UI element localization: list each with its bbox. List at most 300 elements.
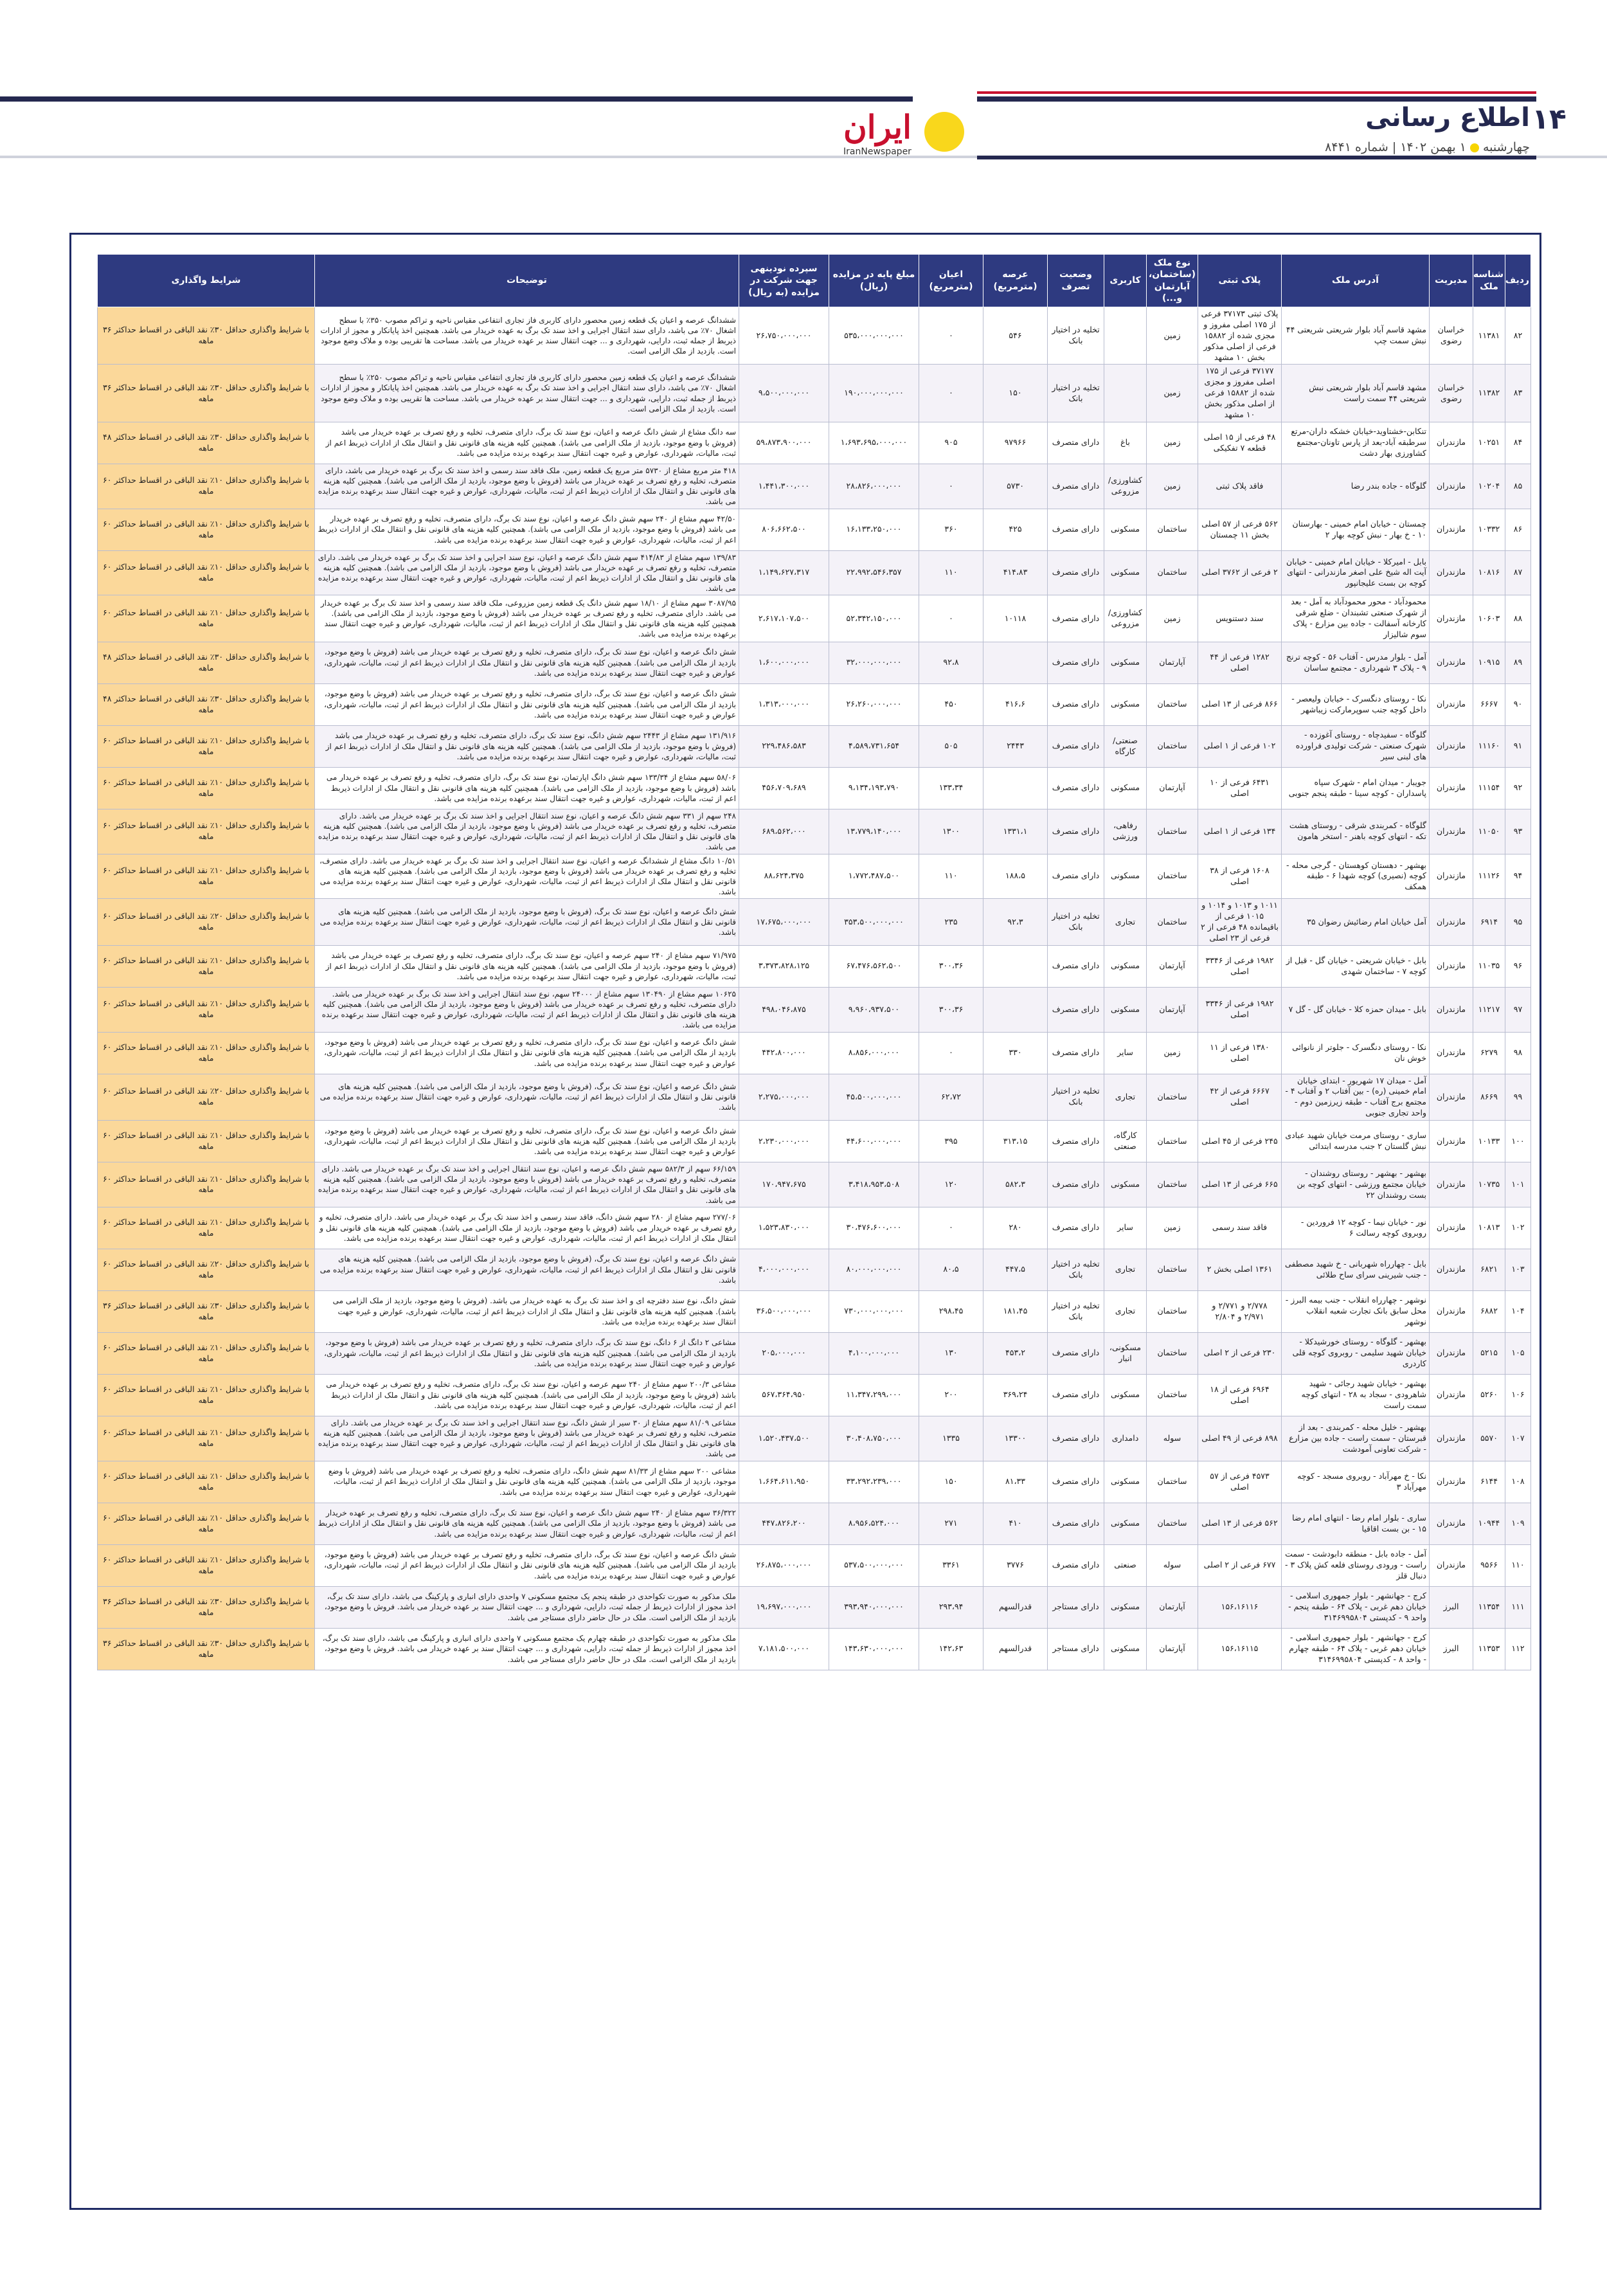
cell-management: مازندران (1430, 1032, 1473, 1074)
cell-management: مازندران (1430, 464, 1473, 509)
cell-transfer-conditions: با شرایط واگذاری حداقل ۱۰٪ نقد الباقی در اقساط حداکثر ۶۰ ماهه (98, 945, 315, 987)
cell-registration-plate: ۱۲۸۲ فرعی از ۴۴ اصلی (1198, 642, 1282, 683)
cell-property-id: ۱۰۲۰۴ (1473, 464, 1505, 509)
cell-usage: تجاری (1104, 899, 1147, 946)
table-row (98, 854, 1531, 899)
cell-management: مازندران (1430, 1207, 1473, 1249)
table-row (98, 1416, 1531, 1461)
cell-transfer-conditions: با شرایط واگذاری حداقل ۱۰٪ نقد الباقی در اقساط حداکثر ۶۰ ماهه (98, 809, 315, 854)
cell-land-area: ۱۵۰ (983, 365, 1048, 422)
cell-description: شش دانگ عرصه و اعیان، نوع سند تک برگ، (فروش با وضع موجود، بازدید از ملک الزامی می باشد). همچنین کلیه هزینه های قانونی نقل و انتقال ملک از ادارات ذیربط اعم از ثبت، مالیات، شهرداری، عوارض و غیره جهت انتقال سند برعهده برنده مزایده می باشد. (315, 899, 739, 946)
cell-description: ۱۰۶۲۵ سهم مشاع از ۱۳۰۴۹۰ سهم مشاع از ۲۴۰۰۰ سهم، نوع سند انتقال اجرایی و اخذ سند تک برگ بر عهده خریدار می باشد. دارای متصرف، تخلیه و رفع تصرف بر عهده خریدار می باشد (فروش با وضع موجود، بازدید از ملک الزامی می باشد). همچنین کلیه هزینه های قانونی نقل و انتقال ملک از ادارات ذیربط اعم از ثبت، مالیات، شهرداری، عوارض و غیره جهت انتقال سند برعهده برنده مزایده می باشد. (315, 987, 739, 1032)
cell-registration-plate: ۱۰۱۱ و ۱۰۱۳ و ۱۰۱۴ و ۱۰۱۵ فرعی از باقیمانده ۴۸ فرعی از ۲ فرعی از ۲۳ اصلی (1198, 899, 1282, 946)
cell-description: ۷۱/۹۷۵ سهم مشاع از ۲۴۰ سهم عرصه و اعیان، نوع سند تک برگ، دارای متصرف، تخلیه و رفع تصرف بر عهده خریدار می باشد (فروش با وضع موجود، بازدید از ملک الزامی می باشد). همچنین کلیه هزینه های قانونی نقل و انتقال ملک از ادارات ذیربط اعم از ثبت، مالیات، شهرداری، عوارض و غیره جهت انتقال سند برعهده برنده مزایده می باشد. (315, 945, 739, 987)
cell-land-area: ۸۱،۳۳ (983, 1461, 1048, 1503)
cell-deposit: ۸۰۶،۶۶۲،۵۰۰ (739, 509, 829, 550)
cell-transfer-conditions: با شرایط واگذاری حداقل ۲۰٪ نقد الباقی در اقساط حداکثر ۶۰ ماهه (98, 1249, 315, 1290)
cell-registration-plate: ۸۹۸ فرعی از ۴۹ اصلی (1198, 1416, 1282, 1461)
cell-occupancy-status: دارای متصرف (1048, 987, 1104, 1032)
cell-row-number: ۸۴ (1505, 422, 1531, 464)
cell-registration-plate: ۵۶۲ فرعی از ۱۳ اصلی (1198, 1503, 1282, 1544)
column-header-registration-plate: پلاک ثبتی (1198, 255, 1282, 307)
cell-land-area: قدرالسهم (983, 1628, 1048, 1670)
cell-registration-plate: ۶۴۳۱ فرعی از ۱۰ اصلی (1198, 767, 1282, 809)
cell-row-number: ۱۱۱ (1505, 1586, 1531, 1628)
table-row (98, 1074, 1531, 1121)
cell-base-price: ۷۳۰،۰۰۰،۰۰۰،۰۰۰ (829, 1290, 919, 1332)
cell-usage: مسکونی (1104, 1374, 1147, 1416)
cell-property-id: ۱۱۱۶۰ (1473, 725, 1505, 767)
cell-management: مازندران (1430, 1074, 1473, 1121)
cell-land-area: ۴۱۴،۸۳ (983, 550, 1048, 595)
cell-row-number: ۸۲ (1505, 307, 1531, 365)
cell-management: مازندران (1430, 1374, 1473, 1416)
cell-occupancy-status: دارای متصرف (1048, 1121, 1104, 1162)
cell-base-price: ۵۲،۳۴۲،۱۵۰،۰۰۰ (829, 595, 919, 642)
cell-land-area: ۱۰۱۱۸ (983, 595, 1048, 642)
cell-transfer-conditions: با شرایط واگذاری حداقل ۱۰٪ نقد الباقی در اقساط حداکثر ۶۰ ماهه (98, 1416, 315, 1461)
cell-property-id: ۱۱۲۱۷ (1473, 987, 1505, 1032)
issue-dateline (1196, 140, 1530, 154)
table-row (98, 809, 1531, 854)
cell-usage: کارگاه، صنعتی (1104, 1121, 1147, 1162)
cell-building-area: ۹۲،۸ (919, 642, 983, 683)
cell-usage: مسکونی (1104, 642, 1147, 683)
cell-usage: مسکونی (1104, 509, 1147, 550)
cell-land-area (983, 642, 1048, 683)
cell-usage: صنعتی (1104, 1544, 1147, 1586)
cell-base-price: ۱۹۰،۰۰۰،۰۰۰،۰۰۰ (829, 365, 919, 422)
cell-base-price: ۱۴۳،۶۳۰،۰۰۰،۰۰۰ (829, 1628, 919, 1670)
cell-property-type: زمین (1147, 1032, 1198, 1074)
cell-occupancy-status: دارای متصرف (1048, 509, 1104, 550)
cell-row-number: ۱۰۷ (1505, 1416, 1531, 1461)
cell-property-type: ساختمان (1147, 509, 1198, 550)
cell-land-area: ۱۳۳۰۰ (983, 1416, 1048, 1461)
cell-address: آمل خیابان امام رضائیش رضوان ۳۵ (1282, 899, 1430, 946)
cell-building-area: ۱۲۰ (919, 1162, 983, 1207)
page-header (0, 0, 1607, 167)
cell-property-id: ۵۲۱۵ (1473, 1332, 1505, 1374)
cell-property-type: ساختمان (1147, 725, 1198, 767)
cell-management: مازندران (1430, 945, 1473, 987)
column-header-property-type: نوع ملک (ساختمان، آپارتمان و...) (1147, 255, 1198, 307)
cell-base-price: ۹،۹۶۰،۹۳۷،۵۰۰ (829, 987, 919, 1032)
column-header-row-number: ردیف (1505, 255, 1531, 307)
cell-building-area: ۰ (919, 365, 983, 422)
cell-deposit: ۴۴۲،۸۰۰،۰۰۰ (739, 1032, 829, 1074)
cell-address: ساری - روستای مرمت خیابان شهید عبادی نبش گلستان ۲ جنب مدرسه ابتدائی (1282, 1121, 1430, 1162)
cell-building-area: ۰ (919, 1032, 983, 1074)
cell-row-number: ۱۱۲ (1505, 1628, 1531, 1670)
cell-description: شش دانگ عرصه و اعیان، نوع سند تک برگ، دارای متصرف، تخلیه و رفع تصرف بر عهده خریدار می باشد (فروش با وضع موجود، بازدید از ملک الزامی می باشد). همچنین کلیه هزینه های قانونی نقل و انتقال ملک از ادارات ذیربط اعم از ثبت، مالیات، شهرداری، عوارض و غیره جهت انتقال سند برعهده برنده مزایده می باشد. (315, 642, 739, 683)
cell-deposit: ۱،۱۴۹،۶۲۷،۳۱۷ (739, 550, 829, 595)
cell-deposit: ۲۶،۸۷۵،۰۰۰،۰۰۰ (739, 1544, 829, 1586)
table-row (98, 899, 1531, 946)
cell-registration-plate: ۱۳۶۱ اصلی بخش ۲ (1198, 1249, 1282, 1290)
cell-registration-plate: ۱۹۸۲ فرعی از ۳۳۴۶ اصلی (1198, 945, 1282, 987)
cell-description: ۵۸/۰۶ سهم مشاع از ۱۳۳/۳۴ سهم شش دانگ اپارتمان، نوع سند تک برگ، دارای متصرف، تخلیه و رفع تصرف بر عهده خریدار می باشد (فروش با وضع موجود، بازدید از ملک الزامی می باشد). همچنین کلیه هزینه های قانونی نقل و انتقال ملک از ادارات ذیربط اعم از ثبت، مالیات، شهرداری، عوارض و غیره جهت انتقال سند برعهده برنده مزایده می باشد. (315, 767, 739, 809)
cell-row-number: ۱۰۴ (1505, 1290, 1531, 1332)
cell-registration-plate: ۶۹۶۴ فرعی از ۱۸ اصلی (1198, 1374, 1282, 1416)
cell-property-type: ساختمان (1147, 1332, 1198, 1374)
cell-usage: مسکونی (1104, 987, 1147, 1032)
table-row (98, 422, 1531, 464)
cell-building-area: ۴۵۰ (919, 683, 983, 725)
cell-property-type: آپارتمان (1147, 642, 1198, 683)
cell-row-number: ۱۱۰ (1505, 1544, 1531, 1586)
cell-transfer-conditions: با شرایط واگذاری حداقل ۲۰٪ نقد الباقی در اقساط حداکثر ۶۰ ماهه (98, 1074, 315, 1121)
cell-address: بهشهر - گلوگاه - روستای خورشیدکلا - خیابان شهید سلیمی - روبروی کوچه قلی کاردری (1282, 1332, 1430, 1374)
cell-management: مازندران (1430, 1121, 1473, 1162)
cell-base-price: ۳۲،۰۰۰،۰۰۰،۰۰۰ (829, 642, 919, 683)
cell-transfer-conditions: با شرایط واگذاری حداقل ۳۰٪ نقد الباقی در اقساط حداکثر ۳۶ ماهه (98, 1586, 315, 1628)
cell-transfer-conditions: با شرایط واگذاری حداقل ۱۰٪ نقد الباقی در اقساط حداکثر ۶۰ ماهه (98, 1032, 315, 1074)
cell-property-type: ساختمان (1147, 809, 1198, 854)
cell-transfer-conditions: با شرایط واگذاری حداقل ۱۰٪ نقد الباقی در اقساط حداکثر ۶۰ ماهه (98, 1544, 315, 1586)
cell-row-number: ۹۴ (1505, 854, 1531, 899)
cell-description: ۱۰/۵۱ دانگ مشاع از ششدانگ عرصه و اعیان، نوع سند انتقال اجرایی و اخذ سند تک برگ بر عهده خریدار می باشد. دارای متصرف، تخلیه و رفع تصرف بر عهده خریدار می باشد (فروش با وضع موجود، بازدید از ملک الزامی می باشد). همچنین کلیه هزینه های قانونی نقل و انتقال ملک از ادارات ذیربط اعم از ثبت، مالیات، شهرداری، عوارض و غیره جهت انتقال سند برعهده برنده مزایده می باشد. (315, 854, 739, 899)
cell-base-price: ۳۳،۲۹۲،۲۳۹،۰۰۰ (829, 1461, 919, 1503)
cell-land-area: ۱۸۸،۵ (983, 854, 1048, 899)
cell-property-type: ساختمان (1147, 1503, 1198, 1544)
cell-management: مازندران (1430, 987, 1473, 1032)
cell-land-area: ۲۴۴۳ (983, 725, 1048, 767)
cell-occupancy-status: دارای متصرف (1048, 1032, 1104, 1074)
table-row (98, 1162, 1531, 1207)
cell-transfer-conditions: با شرایط واگذاری حداقل ۱۰٪ نقد الباقی در اقساط حداکثر ۶۰ ماهه (98, 854, 315, 899)
cell-base-price: ۹،۱۳۴،۱۹۳،۷۹۰ (829, 767, 919, 809)
cell-row-number: ۱۰۱ (1505, 1162, 1531, 1207)
cell-property-id: ۱۰۷۳۵ (1473, 1162, 1505, 1207)
column-header-occupancy-status: وضعیت تصرف (1048, 255, 1104, 307)
cell-description: ملک مذکور به صورت تکواحدی در طبقه پنجم یک مجتمع مسکونی ۷ واحدی دارای انباری و پارکینگ می باشد، دارای سند تک برگ، اخذ مجوز از ادارات ذیربط از جمله ثبت، دارایی، شهرداری و ... جهت انتقال سند بر عهده خریدار می باشد. فروش با وضع موجود، بازدید از ملک الزامی است. ملک در حال حاضر دارای مستاجر می باشد. (315, 1586, 739, 1628)
cell-occupancy-status: دارای متصرف (1048, 422, 1104, 464)
cell-deposit: ۵۶۷،۳۶۴،۹۵۰ (739, 1374, 829, 1416)
cell-property-type: ساختمان (1147, 854, 1198, 899)
cell-description: ۱۳۹/۸۳ سهم مشاع از ۴۱۴/۸۳ سهم شش دانگ عرصه و اعیان، نوع سند اجرایی و اخذ سند تک برگ بر عهده خریدار می باشد. دارای متصرف، تخلیه و رفع تصرف بر عهده خریدار می باشد (فروش با وضع موجود، بازدید از ملک الزامی می باشد). همچنین کلیه هزینه های قانونی نقل و انتقال ملک از ادارات ذیربط اعم از ثبت، مالیات، شهرداری، عوارض و غیره جهت انتقال سند برعهده برنده مزایده می باشد. (315, 550, 739, 595)
cell-row-number: ۱۰۰ (1505, 1121, 1531, 1162)
cell-description: ملک مذکور به صورت تکواحدی در طبقه چهارم یک مجتمع مسکونی ۷ واحدی دارای انباری و پارکینگ می باشد، دارای سند تک برگ، اخذ مجوز از ادارات ذیربط از جمله ثبت، دارایی، شهرداری و ... جهت انتقال سند بر عهده خریدار می باشد. فروش با وضع موجود، بازدید از ملک الزامی است. ملک در حال حاضر دارای مستاجر می باشد. (315, 1628, 739, 1670)
cell-building-area: ۱۳۳،۳۴ (919, 767, 983, 809)
cell-property-id: ۱۰۱۳۳ (1473, 1121, 1505, 1162)
cell-address: چمستان - خیابان امام خمینی - بهارستان ۱۰ - خ بهار - نبش کوچه بهار ۲ (1282, 509, 1430, 550)
cell-base-price: ۵۳۷،۵۰۰،۰۰۰،۰۰۰ (829, 1544, 919, 1586)
auction-table-frame (69, 233, 1541, 2210)
cell-base-price: ۵۳۵،۰۰۰،۰۰۰،۰۰۰ (829, 307, 919, 365)
cell-occupancy-status: دارای متصرف (1048, 550, 1104, 595)
cell-management: مازندران (1430, 1162, 1473, 1207)
cell-usage: مسکونی (1104, 854, 1147, 899)
cell-address: بهشهر - خلیل محله - کمربندی - بعد از قبرستان - سمت راست - جاده بین مزارع - شرکت تعاونی آمودشت (1282, 1416, 1430, 1461)
cell-management: مازندران (1430, 1249, 1473, 1290)
table-row (98, 307, 1531, 365)
cell-management: البرز (1430, 1628, 1473, 1670)
cell-transfer-conditions: با شرایط واگذاری حداقل ۱۰٪ نقد الباقی در اقساط حداکثر ۶۰ ماهه (98, 509, 315, 550)
cell-description: شش دانگ عرصه و اعیان، نوع سند تک برگ، (فروش با وضع موجود، بازدید از ملک الزامی می باشد). همچنین کلیه هزینه های قانونی نقل و انتقال ملک از ادارات ذیربط اعم از ثبت، مالیات، شهرداری، عوارض و غیره جهت انتقال سند برعهده برنده مزایده می باشد. (315, 1249, 739, 1290)
cell-address: نوشهر - چهارراه انقلاب - جنب بیمه البرز - محل سابق بانک تجارت شعبه انقلاب نوشهر (1282, 1290, 1430, 1332)
cell-transfer-conditions: با شرایط واگذاری حداقل ۱۰٪ نقد الباقی در اقساط حداکثر ۶۰ ماهه (98, 987, 315, 1032)
cell-address: بابل - خیابان شریعتی - خیابان گل - قبل از کوچه ۷ - ساختمان شهدی (1282, 945, 1430, 987)
header-bottom-rule-accent (977, 156, 1536, 159)
cell-base-price: ۱،۶۹۳،۶۹۵،۰۰۰،۰۰۰ (829, 422, 919, 464)
cell-usage: تجاری (1104, 1074, 1147, 1121)
cell-property-id: ۱۱۳۵۴ (1473, 1586, 1505, 1628)
cell-property-type: ساختمان (1147, 550, 1198, 595)
cell-land-area: ۵۴۶ (983, 307, 1048, 365)
column-header-property-id: شناسه ملک (1473, 255, 1505, 307)
cell-property-type: ساختمان (1147, 1249, 1198, 1290)
cell-land-area: قدرالسهم (983, 1586, 1048, 1628)
cell-transfer-conditions: با شرایط واگذاری حداقل ۳۰٪ نقد الباقی در اقساط حداکثر ۳۶ ماهه (98, 1290, 315, 1332)
cell-row-number: ۹۳ (1505, 809, 1531, 854)
cell-description: ۲۷۷/۰۶ سهم مشاع از ۲۸۰ سهم شش دانگ، فاقد سند رسمی و اخذ سند تک برگ بر عهده خریدار می باشد. دارای متصرف، تخلیه و رفع تصرف بر عهده خریدار می باشد (فروش با وضع موجود، بازدید از ملک الزامی می باشد). همچنین کلیه هزینه های قانونی نقل و انتقال ملک از ادارات ذیربط اعم از ثبت، مالیات، شهرداری، عوارض و غیره جهت انتقال سند برعهده برنده مزایده می باشد. (315, 1207, 739, 1249)
cell-management: مازندران (1430, 683, 1473, 725)
cell-deposit: ۲۶،۷۵۰،۰۰۰،۰۰۰ (739, 307, 829, 365)
cell-occupancy-status: دارای متصرف (1048, 767, 1104, 809)
cell-deposit: ۱۹،۶۹۷،۰۰۰،۰۰۰ (739, 1586, 829, 1628)
cell-registration-plate: فاقد پلاک ثبتی (1198, 464, 1282, 509)
table-row (98, 1290, 1531, 1332)
cell-row-number: ۹۵ (1505, 899, 1531, 946)
cell-deposit: ۳،۳۷۳،۸۲۸،۱۲۵ (739, 945, 829, 987)
cell-address: گلوگاه - سفیدچاه - روستای آغوزده - شهرک صنعتی - شرکت تولیدی فراورده های لبنی سیر (1282, 725, 1430, 767)
cell-address: ساری - بلوار امام رضا - انتهای امام رضا ۱۵ - بن بست اقاقیا (1282, 1503, 1430, 1544)
cell-land-area: ۵۷۳۰ (983, 464, 1048, 509)
cell-row-number: ۱۰۸ (1505, 1461, 1531, 1503)
table-row (98, 365, 1531, 422)
cell-property-id: ۶۸۲۱ (1473, 1249, 1505, 1290)
cell-usage: مسکونی (1104, 945, 1147, 987)
cell-land-area: ۳۶۹،۲۴ (983, 1374, 1048, 1416)
cell-description: شش دانگ عرصه و اعیان، نوع سند تک برگ، دارای متصرف، تخلیه و رفع تصرف بر عهده خریدار می باشد (فروش با وضع موجود، بازدید از ملک الزامی می باشد). همچنین کلیه هزینه های قانونی نقل و انتقال ملک از ادارات ذیربط اعم از ثبت، مالیات، شهرداری، عوارض و غیره جهت انتقال سند برعهده برنده مزایده می باشد. (315, 1121, 739, 1162)
cell-property-type: ساختمان (1147, 1290, 1198, 1332)
cell-address: نکا - خ مهرآباد - روبروی مسجد - کوچه مهرآباد ۳ (1282, 1461, 1430, 1503)
cell-address: مشهد قاسم آباد بلوار شریعتی شریعتی ۴۴ نبش سمت چپ (1282, 307, 1430, 365)
cell-property-id: ۵۲۶۰ (1473, 1374, 1505, 1416)
cell-row-number: ۱۰۹ (1505, 1503, 1531, 1544)
table-row (98, 550, 1531, 595)
cell-property-id: ۱۰۹۴۴ (1473, 1503, 1505, 1544)
cell-property-id: ۱۱۳۵۳ (1473, 1628, 1505, 1670)
cell-occupancy-status: دارای متصرف (1048, 1461, 1104, 1503)
cell-deposit: ۶۸۹،۵۶۲،۰۰۰ (739, 809, 829, 854)
cell-property-id: ۱۰۹۱۵ (1473, 642, 1505, 683)
cell-registration-plate: ۳۷۱۷۷ فرعی از ۱۷۵ اصلی مفروز و مجزی شده از ۱۵۸۸۲ فرعی از اصلی مذکور بخش ۱۰ مشهد (1198, 365, 1282, 422)
cell-address: نکا - روستای دنگسرک - خیابان ولیعصر - داخل کوچه جنب سوپرمارکت زیباشهر (1282, 683, 1430, 725)
section-title: اطلاع رسانی (1365, 103, 1530, 132)
cell-occupancy-status: دارای متصرف (1048, 642, 1104, 683)
property-auction-table (97, 254, 1531, 1670)
cell-row-number: ۹۹ (1505, 1074, 1531, 1121)
table-row (98, 725, 1531, 767)
cell-land-area (983, 767, 1048, 809)
cell-row-number: ۱۰۵ (1505, 1332, 1531, 1374)
cell-usage: مسکونی (1104, 1162, 1147, 1207)
header-top-rule-right (977, 96, 1536, 102)
cell-management: مازندران (1430, 1461, 1473, 1503)
cell-registration-plate: ۱۹۸۲ فرعی از ۳۳۴۶ اصلی (1198, 987, 1282, 1032)
cell-property-type: زمین (1147, 595, 1198, 642)
cell-property-type: زمین (1147, 307, 1198, 365)
page-number: ۱۴ (1532, 103, 1567, 136)
cell-management: مازندران (1430, 595, 1473, 642)
cell-building-area: ۳۶۰ (919, 509, 983, 550)
cell-transfer-conditions: با شرایط واگذاری حداقل ۳۰٪ نقد الباقی در اقساط حداکثر ۳۶ ماهه (98, 365, 315, 422)
cell-building-area: ۱۱۰ (919, 550, 983, 595)
cell-occupancy-status: دارای متصرف (1048, 854, 1104, 899)
table-row (98, 987, 1531, 1032)
cell-transfer-conditions: با شرایط واگذاری حداقل ۱۰٪ نقد الباقی در اقساط حداکثر ۶۰ ماهه (98, 1121, 315, 1162)
table-row (98, 767, 1531, 809)
table-body (98, 307, 1531, 1670)
cell-deposit: ۴۴۷،۸۲۶،۲۰۰ (739, 1503, 829, 1544)
cell-building-area: ۱۳۰ (919, 1332, 983, 1374)
cell-deposit: ۴۵۶،۷۰۹،۶۸۹ (739, 767, 829, 809)
cell-usage: مسکونی (1104, 1503, 1147, 1544)
cell-address: بابل - چهارراه شهربانی - خ شهید مصطفی - جنب شیرینی سرای ساح طلائی (1282, 1249, 1430, 1290)
cell-row-number: ۹۰ (1505, 683, 1531, 725)
cell-registration-plate: ۶۷۷ فرعی از ۲ اصلی (1198, 1544, 1282, 1586)
cell-deposit: ۱،۳۱۳،۰۰۰،۰۰۰ (739, 683, 829, 725)
cell-property-id: ۱۰۳۳۲ (1473, 509, 1505, 550)
cell-usage: سایر (1104, 1032, 1147, 1074)
cell-occupancy-status: تخلیه در اختیار بانک (1048, 1249, 1104, 1290)
cell-building-area: ۲۹۳،۹۴ (919, 1586, 983, 1628)
cell-land-area: ۳۱۳،۱۵ (983, 1121, 1048, 1162)
cell-address: آمل - میدان ۱۷ شهریور - ابتدای خیابان امام خمینی (ره) - بین آفتاب ۲ و آفتاب ۴ - مجتمع برج آفتاب - طبقه زیرزمین دوم - واحد تجاری جنوبی (1282, 1074, 1430, 1121)
cell-land-area: ۵۸۲،۳ (983, 1162, 1048, 1207)
cell-management: مازندران (1430, 509, 1473, 550)
column-header-land-area: عرصه (مترمربع) (983, 255, 1048, 307)
cell-deposit: ۵۹،۸۷۳،۹۰۰،۰۰۰ (739, 422, 829, 464)
cell-land-area (983, 1074, 1048, 1121)
cell-property-id: ۱۱۰۵۰ (1473, 809, 1505, 854)
cell-building-area: ۲۷۱ (919, 1503, 983, 1544)
logo-wordmark: ایران (843, 108, 911, 146)
cell-property-type: ساختمان (1147, 1461, 1198, 1503)
table-row (98, 1332, 1531, 1374)
cell-registration-plate: ۱۳۴ فرعی از ۱ اصلی (1198, 809, 1282, 854)
cell-property-type: زمین (1147, 1207, 1198, 1249)
cell-address: محمودآباد - محور محمودآباد به آمل - بعد از شهرک صنعتی تشبندان - ضلع شرقی کارخانه آسفالت - جاده بین مزارع - پلاک سوم شالیزار (1282, 595, 1430, 642)
cell-property-type: سوله (1147, 1416, 1198, 1461)
cell-row-number: ۸۶ (1505, 509, 1531, 550)
cell-land-area (983, 987, 1048, 1032)
cell-management: مازندران (1430, 725, 1473, 767)
cell-occupancy-status: دارای متصرف (1048, 595, 1104, 642)
cell-address: نکا - روستای دنگسرک - جلوتر از نانوائی خوش نان (1282, 1032, 1430, 1074)
cell-building-area: ۰ (919, 307, 983, 365)
cell-land-area: ۴۵۳،۲ (983, 1332, 1048, 1374)
cell-building-area: ۱۳۰۰ (919, 809, 983, 854)
cell-base-price: ۸،۸۵۶،۰۰۰،۰۰۰ (829, 1032, 919, 1074)
cell-land-area: ۱۸۱،۴۵ (983, 1290, 1048, 1332)
cell-description: ۳۰۸۷/۹۵ سهم مشاع از ۱۸/۱۰ سهم شش دانگ یک قطعه زمین مزروعی، ملک فاقد سند رسمی و اخذ سند تک برگ بر عهده خریدار می باشد. دارای متصرف، تخلیه و رفع تصرف بر عهده خریدار می باشد (فروش با وضع موجود، بازدید از ملک الزامی می باشد). همچنین کلیه هزینه های قانونی نقل و انتقال ملک از ادارات ذیربط اعم از ثبت، مالیات، شهرداری، عوارض و غیره جهت انتقال سند برعهده برنده مزایده می باشد. (315, 595, 739, 642)
cell-address: بهشهر - خیابان شهید رجائی - شهید شاهرودی - سجاد به ۲۸ - انتهای کوچه سمت راست (1282, 1374, 1430, 1416)
cell-description: مشاعی ۲ دانگ از ۶ دانگ، نوع سند تک برگ، دارای متصرف، تخلیه و رفع تصرف بر عهده خریدار می باشد (فروش با وضع موجود، بازدید از ملک الزامی می باشد). همچنین کلیه هزینه های قانونی نقل و انتقال ملک از ادارات ذیربط اعم از ثبت، مالیات، شهرداری، عوارض و غیره جهت انتقال سند برعهده برنده مزایده می باشد. (315, 1332, 739, 1374)
cell-address: مشهد قاسم آباد بلوار شریعتی نبش شریعتی ۴۴ سمت راست (1282, 365, 1430, 422)
table-row (98, 642, 1531, 683)
cell-land-area: ۹۲،۳ (983, 899, 1048, 946)
cell-description: شش دانگ عرصه و اعیان، نوع سند تک برگ، دارای متصرف، تخلیه و رفع تصرف بر عهده خریدار می باشد (فروش با وضع موجود، بازدید از ملک الزامی می باشد). همچنین کلیه هزینه های قانونی نقل و انتقال ملک از ادارات ذیربط اعم از ثبت، مالیات، شهرداری، عوارض و غیره جهت انتقال سند برعهده برنده مزایده می باشد. (315, 1544, 739, 1586)
cell-transfer-conditions: با شرایط واگذاری حداقل ۱۰٪ نقد الباقی در اقساط حداکثر ۶۰ ماهه (98, 1207, 315, 1249)
cell-deposit: ۲،۶۱۷،۱۰۷،۵۰۰ (739, 595, 829, 642)
cell-row-number: ۱۰۲ (1505, 1207, 1531, 1249)
cell-row-number: ۸۵ (1505, 464, 1531, 509)
cell-address: آمل - بلوار مدرس - آفتاب ۵۶ - کوچه ترنج ۹ - پلاک ۳ شهرداری - مجتمع ساسان (1282, 642, 1430, 683)
cell-registration-plate: ۲۳۰ فرعی از ۲ اصلی (1198, 1332, 1282, 1374)
cell-description: شش دانگ، نوع سند دفترچه ای و اخذ سند تک برگ به عهده خریدار می باشد. (فروش با وضع موجود، بازدید از ملک الزامی می باشد). همچنین کلیه هزینه های قانونی نقل و انتقال ملک از ادارات ذیربط اعم از ثبت، مالیات، شهرداری، عوارض و غیره جهت انتقال سند برعهده برنده مزایده می باشد. (315, 1290, 739, 1332)
cell-address: گلوگاه - کمربندی شرقی - روستای هشت تکه - انتهای کوچه باهنر - استخر هامون (1282, 809, 1430, 854)
cell-deposit: ۱،۵۲۳،۸۳۰،۰۰۰ (739, 1207, 829, 1249)
cell-management: مازندران (1430, 1332, 1473, 1374)
header-red-rule (977, 91, 1536, 94)
column-header-usage: کاربری (1104, 255, 1147, 307)
cell-occupancy-status: تخلیه در اختیار بانک (1048, 899, 1104, 946)
cell-base-price: ۳۰،۴۰۸،۷۵۰،۰۰۰ (829, 1416, 919, 1461)
cell-registration-plate: ۸۶۶ فرعی از ۱۳ اصلی (1198, 683, 1282, 725)
cell-property-type: زمین (1147, 365, 1198, 422)
cell-deposit: ۷،۱۸۱،۵۰۰،۰۰۰ (739, 1628, 829, 1670)
cell-occupancy-status: تخلیه در اختیار بانک (1048, 307, 1104, 365)
cell-occupancy-status: دارای متصرف (1048, 725, 1104, 767)
cell-deposit: ۳۶،۵۰۰،۰۰۰،۰۰۰ (739, 1290, 829, 1332)
cell-building-area: ۱۵۰ (919, 1461, 983, 1503)
cell-address: بهشهر - دهستان کوهستان - گرجی محله - کوچه (نصیری) کوچه شهدا ۶ - طبقه همکف (1282, 854, 1430, 899)
cell-land-area: ۴۲۵ (983, 509, 1048, 550)
cell-description: ۲۴۸ سهم از ۳۳۱ سهم شش دانگ عرصه و اعیان، نوع سند انتقال اجرایی و اخذ سند تک برگ بر عهده خریدار می باشد. دارای متصرف، تخلیه و رفع تصرف بر عهده خریدار می باشد (فروش با وضع موجود، بازدید از ملک الزامی می باشد). همچنین کلیه هزینه های قانونی نقل و انتقال ملک از ادارات ذیربط اعم از ثبت، مالیات، شهرداری، عوارض و غیره جهت انتقال سند برعهده برنده مزایده می باشد. (315, 809, 739, 854)
table-row (98, 464, 1531, 509)
cell-property-type: زمین (1147, 422, 1198, 464)
cell-deposit: ۲،۲۳۰،۰۰۰،۰۰۰ (739, 1121, 829, 1162)
cell-deposit: ۲،۲۷۵،۰۰۰،۰۰۰ (739, 1074, 829, 1121)
cell-base-price: ۸،۹۵۶،۵۲۴،۰۰۰ (829, 1503, 919, 1544)
cell-occupancy-status: دارای متصرف (1048, 1207, 1104, 1249)
cell-property-type: ساختمان (1147, 1374, 1198, 1416)
cell-deposit: ۲۲۹،۴۸۶،۵۸۳ (739, 725, 829, 767)
cell-address: آمل - جاده بابل - منطقه دابودشت - سمت راست - ورودی روستای فلعه کش پلاک ۳ - دنبال قلز (1282, 1544, 1430, 1586)
cell-description: ۶۶/۱۵۹ سهم از ۵۸۲/۳ سهم شش دانگ عرصه و اعیان، نوع سند انتقال اجرایی و اخذ سند تک برگ بر عهده خریدار می باشد. دارای متصرف، تخلیه و رفع تصرف بر عهده خریدار می باشد (فروش با وضع موجود، بازدید از ملک الزامی می باشد). همچنین کلیه هزینه های قانونی نقل و انتقال ملک از ادارات ذیربط اعم از ثبت، مالیات، شهرداری، عوارض و غیره جهت انتقال سند برعهده برنده مزایده می باشد. (315, 1162, 739, 1207)
cell-registration-plate: ۱۵۶،۱۶۱۱۶ (1198, 1586, 1282, 1628)
cell-address: جویبار - میدان امام - شهرک سپاه پاسداران - کوچه سینا - طبقه پنجم جنوبی (1282, 767, 1430, 809)
newspaper-logo (829, 108, 971, 159)
cell-property-id: ۶۹۱۴ (1473, 899, 1505, 946)
cell-base-price: ۳،۴۱۸،۹۵۳،۵۰۸ (829, 1162, 919, 1207)
table-row (98, 1544, 1531, 1586)
cell-property-id: ۶۶۶۷ (1473, 683, 1505, 725)
cell-deposit: ۹،۵۰۰،۰۰۰،۰۰۰ (739, 365, 829, 422)
cell-property-id: ۶۲۷۹ (1473, 1032, 1505, 1074)
cell-usage: رفاهی، ورزشی (1104, 809, 1147, 854)
cell-row-number: ۱۰۶ (1505, 1374, 1531, 1416)
cell-occupancy-status: دارای متصرف (1048, 809, 1104, 854)
cell-building-area: ۳۹۵ (919, 1121, 983, 1162)
cell-property-type: ساختمان (1147, 1121, 1198, 1162)
cell-base-price: ۶۷،۴۷۶،۵۶۲،۵۰۰ (829, 945, 919, 987)
cell-base-price: ۱۳،۷۷۹،۱۴۰،۰۰۰ (829, 809, 919, 854)
table-row (98, 509, 1531, 550)
cell-occupancy-status: دارای متصرف (1048, 683, 1104, 725)
cell-usage: مسکونی (1104, 1461, 1147, 1503)
cell-property-type: ساختمان (1147, 683, 1198, 725)
cell-property-id: ۱۱۰۳۵ (1473, 945, 1505, 987)
table-row (98, 1207, 1531, 1249)
cell-property-id: ۱۱۳۸۲ (1473, 365, 1505, 422)
cell-base-price: ۳۵۳،۵۰۰،۰۰۰،۰۰۰ (829, 899, 919, 946)
cell-management: مازندران (1430, 422, 1473, 464)
cell-deposit: ۱،۶۰۰،۰۰۰،۰۰۰ (739, 642, 829, 683)
